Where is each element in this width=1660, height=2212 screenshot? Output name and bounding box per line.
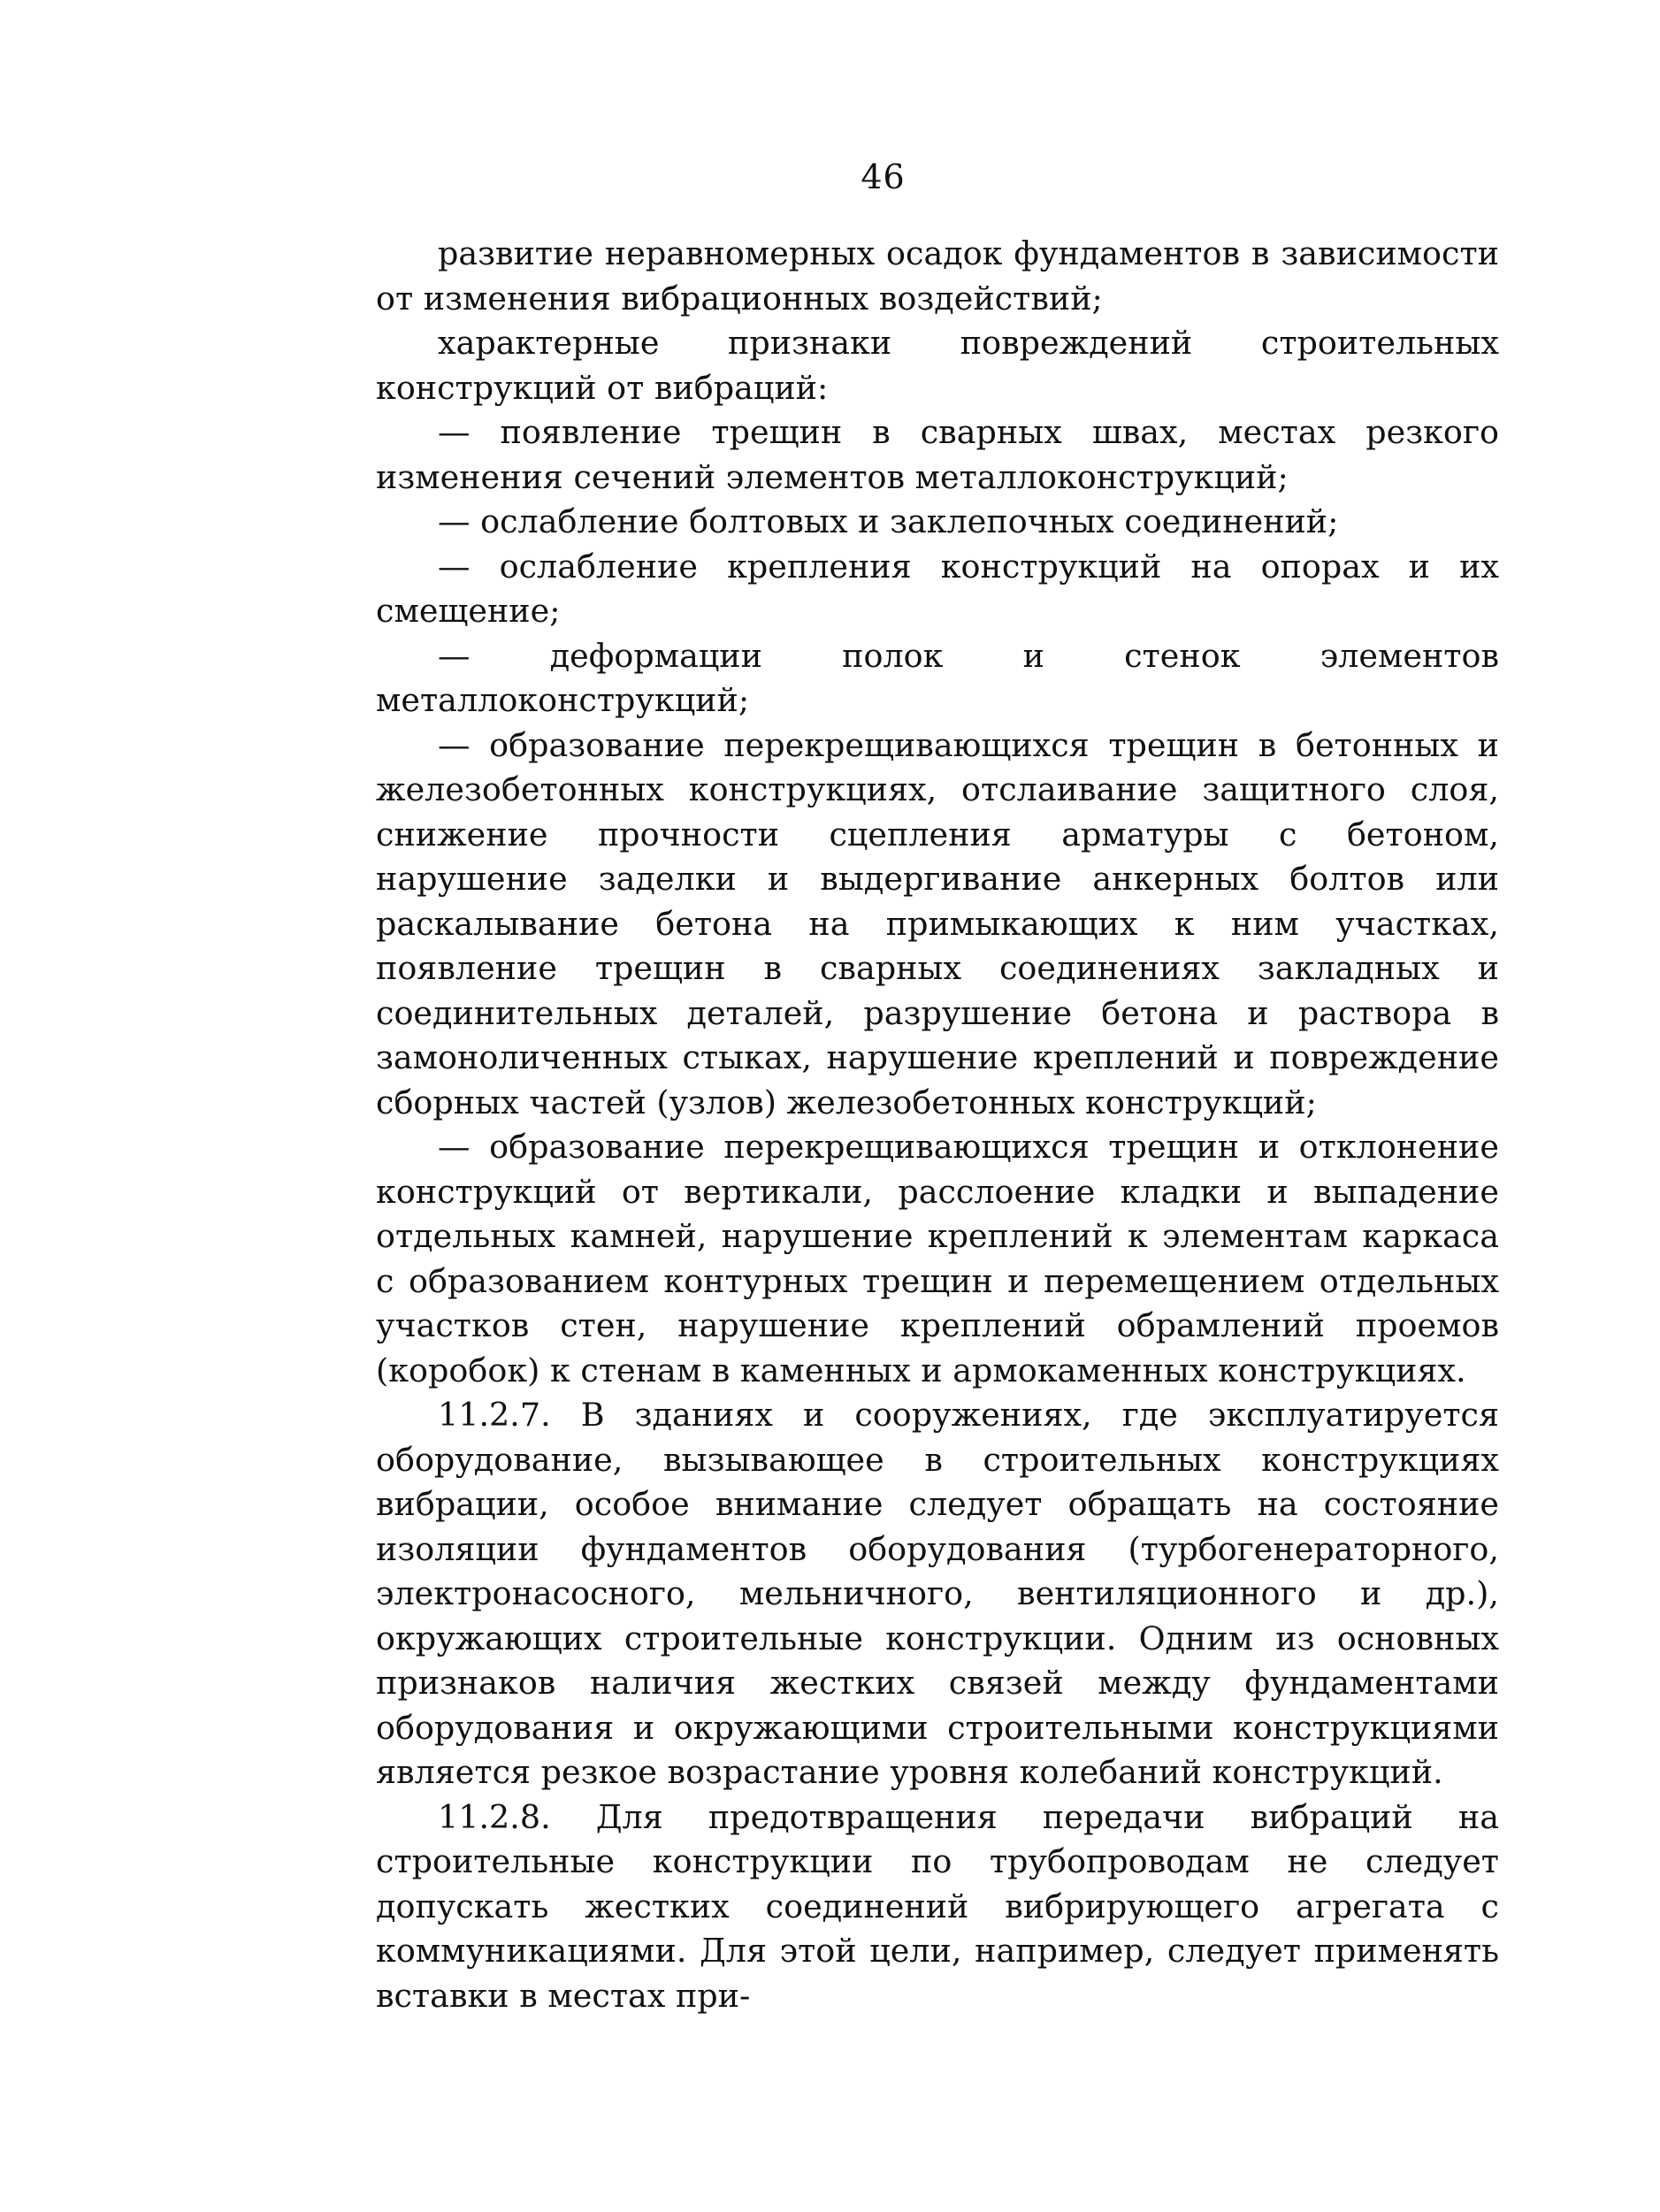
list-item-weld-cracks: — появление трещин в сварных швах, местах резкого изменения сечений элементов металлоконструкций; [376,413,1499,496]
list-item-support-fastening: — ослабление крепления конструкций на опорах и их смещение; [376,547,1499,630]
section-11-2-7: 11.2.7. В зданиях и сооружениях, где эксплуатируется оборудование, вызывающее в строительных конструкциях вибрации, особое внимание следует обращать на состояние изоляции фундаментов оборудования (турбогенераторного, электронасосного, мельничного, вентиляционного и др.), окружающих строительные конструкции. Одним из основных признаков наличия жестких связей между фундаментами оборудования и окружающими строительными конструкциями является резкое возрастание уровня колебаний конструкций. [376,1396,1499,1791]
paragraph-damage-signs-intro: характерные признаки повреждений строительных конструкций от вибраций: [376,324,1499,407]
paragraph-foundation-settlement: развитие неравномерных осадок фундаментов в зависимости от изменения вибрационных воздействий; [376,234,1499,318]
list-item-masonry-cracks: — образование перекрещивающихся трещин и отклонение конструкций от вертикали, расслоение кладки и выпадение отдельных камней, нарушение креплений к элементам каркаса с образованием контурных трещин и перемещением отдельных участков стен, нарушение креплений обрамлений проемов (коробок) к стенам в каменных и армокаменных конструкциях. [376,1128,1499,1389]
list-item-bolt-loosening: — ослабление болтовых и заклепочных соединений; [438,502,1339,540]
document-body [376,232,1499,2018]
list-item-concrete-cracks: — образование перекрещивающихся трещин в бетонных и железобетонных конструкциях, отслаивание защитного слоя, снижение прочности сцепления арматуры с бетоном, нарушение заделки и выдергивание анкерных болтов или раскалывание бетона на примыкающих к ним участках, появление трещин в сварных соединениях закладных и соединительных деталей, разрушение бетона и раствора в замоноличенных стыках, нарушение креплений и повреждение сборных частей (узлов) железобетонных конструкций; [376,725,1499,1121]
list-item-flange-deformation: — деформации полок и стенок элементов металлоконструкций; [376,636,1499,719]
page-number: 46 [861,157,906,196]
section-11-2-8: 11.2.8. Для предотвращения передачи вибраций на строительные конструкции по трубопроводам не следует допускать жестких соединений вибрирующего агрегата с коммуникациями. Для этой цели, например, следует применять вставки в местах при- [376,1797,1499,2015]
